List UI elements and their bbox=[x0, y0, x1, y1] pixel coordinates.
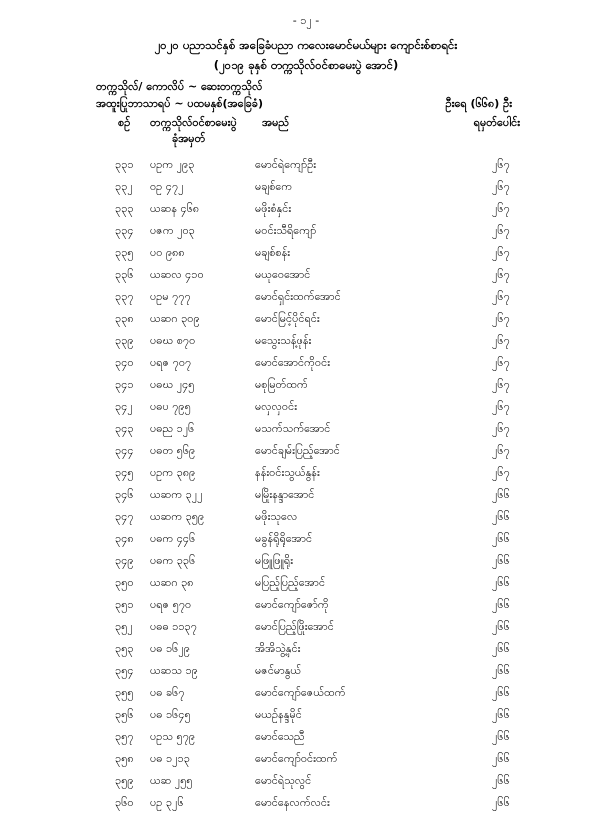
row-reg: ပဓက ၃၃၆ bbox=[150, 554, 196, 567]
row-number: ၃၃၅ bbox=[115, 246, 134, 259]
row-reg: ပဓဃ စ၇၀ bbox=[150, 334, 196, 347]
row-number: ၃၃၈ bbox=[115, 312, 134, 325]
row-number: ၃၄၇ bbox=[115, 510, 134, 523]
table-row bbox=[0, 793, 612, 815]
row-number: ၃၃၇ bbox=[115, 290, 134, 303]
row-number: ၃၄၂ bbox=[115, 400, 133, 413]
table-row bbox=[0, 617, 612, 639]
row-number: ၃၃၃ bbox=[115, 202, 134, 215]
row-name: မောင်မြင့်ပိုင်ရင်း bbox=[255, 312, 320, 325]
row-name: မောင်ရှင်းထက်အောင် bbox=[255, 290, 341, 303]
row-mark: ၂၆၇ bbox=[492, 268, 510, 281]
row-reg: ပဥက ၃၈၉ bbox=[150, 466, 196, 479]
row-name: မောင်ကျော်ဇေယ်ထက် bbox=[255, 686, 346, 699]
column-header-name: အမည် bbox=[262, 116, 290, 129]
row-mark: ၂၆၆ bbox=[492, 664, 510, 677]
row-reg: ပရဇ ၅၇၀ bbox=[150, 598, 192, 611]
row-name: မချစ်ကေ bbox=[255, 180, 293, 193]
row-name: မလှလှဝင်း bbox=[255, 400, 297, 413]
row-reg: ယဆက ၃၂၂ bbox=[150, 488, 203, 501]
row-number: ၃၆၀ bbox=[115, 796, 134, 809]
row-number: ၃၅၆ bbox=[115, 708, 134, 721]
row-mark: ၂၆၆ bbox=[492, 708, 510, 721]
row-mark: ၂၆၇ bbox=[492, 444, 510, 457]
table-row bbox=[0, 199, 612, 221]
row-number: ၃၄၄ bbox=[115, 444, 134, 457]
major-label: အထူးပြုဘာသာရပ် ~ ပထမနှစ်(အခြေခံ) bbox=[96, 97, 264, 110]
row-number: ၃၅၇ bbox=[115, 730, 134, 743]
row-number: ၃၃၆ bbox=[115, 268, 134, 281]
row-mark: ၂၆၆ bbox=[492, 774, 510, 787]
row-name: မယဉ်နန္ဒမိုင် bbox=[255, 708, 302, 721]
row-mark: ၂၆၆ bbox=[492, 488, 510, 501]
row-reg: ယဆလ ၄၁၀ bbox=[150, 268, 204, 281]
row-reg: ယဆ ၂၅၅ bbox=[150, 774, 193, 787]
row-mark: ၂၆၇ bbox=[492, 202, 510, 215]
row-name: မောင်ရဲကျော်ဦး bbox=[255, 158, 317, 171]
row-name: မောင်သေညီ bbox=[255, 730, 305, 743]
row-mark: ၂၆၇ bbox=[492, 334, 510, 347]
row-reg: ပဓ ခ၆၇ bbox=[150, 686, 185, 699]
row-number: ၃၅၂ bbox=[115, 620, 133, 633]
row-name: မောင်ကျော်ဇော်ကို bbox=[255, 598, 329, 611]
row-number: ၃၄၆ bbox=[115, 488, 134, 501]
row-reg: ပဥက ၂၉၃ bbox=[150, 158, 195, 171]
row-number: ၃၄၃ bbox=[115, 422, 134, 435]
row-name: အိအိသွဲ့နှင်း bbox=[255, 642, 301, 655]
row-name: မောင်အောင်ကိုဝင်း bbox=[255, 356, 330, 369]
row-mark: ၂၆၆ bbox=[492, 642, 510, 655]
table-row bbox=[0, 265, 612, 287]
row-number: ၃၅၁ bbox=[115, 598, 134, 611]
table-row bbox=[0, 771, 612, 793]
row-mark: ၂၆၆ bbox=[492, 796, 510, 809]
row-mark: ၂၆၇ bbox=[492, 378, 510, 391]
row-mark: ၂၆၇ bbox=[492, 290, 510, 303]
table-row bbox=[0, 243, 612, 265]
total-count-label: ဦးရေ (၆၆၈) ဦး bbox=[445, 97, 512, 110]
row-name: မခွန်ရိုရိုအောင် bbox=[255, 532, 313, 545]
row-name: မချစ်စန်း bbox=[255, 246, 291, 259]
table-row bbox=[0, 573, 612, 595]
row-number: ၃၃၂ bbox=[115, 180, 133, 193]
table-row bbox=[0, 683, 612, 705]
row-reg: ပဓ ၁၆၂၉ bbox=[150, 642, 190, 655]
row-mark: ၂၆၇ bbox=[492, 180, 510, 193]
table-row bbox=[0, 287, 612, 309]
document-title: ၂၀၂၀ ပညာသင်နှစ် အခြေခံပညာ ကလေးမောင်မယ်များ ကျောင်းစ်စာရင်း bbox=[154, 38, 458, 52]
row-mark: ၂၆၇ bbox=[492, 400, 510, 413]
row-reg: ပဥမ ၇၇၇ bbox=[150, 290, 191, 303]
row-name: မဝင်းသီရိကျော် bbox=[255, 224, 317, 237]
row-reg: ပရဇ ၇၀၇ bbox=[150, 356, 192, 369]
row-reg: ယဆသ ၁၉ bbox=[150, 664, 198, 677]
row-name: မမြိုးနန္ဒာအောင် bbox=[255, 488, 315, 501]
row-reg: ပဥ ၃၂၆ bbox=[150, 796, 184, 809]
row-mark: ၂၆၆ bbox=[492, 598, 510, 611]
row-mark: ၂၆၇ bbox=[492, 158, 510, 171]
row-number: ၃၄၉ bbox=[115, 554, 134, 567]
row-reg: ပဥသ ၅၇၉ bbox=[150, 730, 196, 743]
row-number: ၃၅၉ bbox=[115, 774, 134, 787]
row-mark: ၂၆၆ bbox=[492, 752, 510, 765]
table-body bbox=[0, 155, 612, 815]
row-reg: ယဆဂ ၃၈ bbox=[150, 576, 194, 589]
row-reg: ပဓတ ၅၆၉ bbox=[150, 444, 196, 457]
row-name: မောင်နေလက်လင်း bbox=[255, 796, 330, 809]
row-mark: ၂၆၆ bbox=[492, 510, 510, 523]
row-mark: ၂၆၇ bbox=[492, 312, 510, 325]
row-number: ၃၃၉ bbox=[115, 334, 134, 347]
row-mark: ၂၆၇ bbox=[492, 224, 510, 237]
table-row bbox=[0, 639, 612, 661]
page-number: - ၁၂ - bbox=[292, 14, 320, 27]
row-mark: ၂၆၆ bbox=[492, 554, 510, 567]
row-mark: ၂၆၇ bbox=[492, 246, 510, 259]
row-mark: ၂၆၆ bbox=[492, 532, 510, 545]
table-row bbox=[0, 221, 612, 243]
table-row bbox=[0, 551, 612, 573]
table-row bbox=[0, 177, 612, 199]
table-row bbox=[0, 331, 612, 353]
row-name: မဇင်မာနွယ် bbox=[255, 664, 302, 677]
row-mark: ၂၆၆ bbox=[492, 686, 510, 699]
row-reg: ပဓဓ ၁၁၃၇ bbox=[150, 620, 197, 633]
table-row bbox=[0, 529, 612, 551]
table-row bbox=[0, 419, 612, 441]
row-name: နန်းဝင်းသွယ်နွန်း bbox=[255, 466, 320, 479]
row-name: မပြည့်ပြည့်အောင် bbox=[255, 576, 326, 589]
row-mark: ၂၆၇ bbox=[492, 422, 510, 435]
row-reg: ယဆက ၃၅၉ bbox=[150, 510, 205, 523]
row-number: ၃၄၀ bbox=[115, 356, 134, 369]
row-name: မသက်သက်အောင် bbox=[255, 422, 331, 435]
row-name: မစုမြတ်ထက် bbox=[255, 378, 308, 391]
row-number: ၃၅၈ bbox=[115, 752, 134, 765]
row-number: ၃၅၅ bbox=[115, 686, 134, 699]
table-row bbox=[0, 353, 612, 375]
table-row bbox=[0, 397, 612, 419]
row-reg: ပဓ ၁၆၄၅ bbox=[150, 708, 191, 721]
row-reg: ယဆဂ ၃၀၉ bbox=[150, 312, 200, 325]
table-row bbox=[0, 727, 612, 749]
row-number: ၃၅၄ bbox=[115, 664, 134, 677]
row-mark: ၂၆၆ bbox=[492, 576, 510, 589]
row-reg: ပဓပ ၇၉၅ bbox=[150, 400, 191, 413]
column-header-mark: ရမှတ်ပေါင်း bbox=[473, 116, 520, 129]
row-mark: ၂၆၆ bbox=[492, 620, 510, 633]
table-row bbox=[0, 595, 612, 617]
row-reg: ပဝ ၉၈၈ bbox=[150, 246, 185, 259]
row-number: ၃၅၀ bbox=[115, 576, 134, 589]
table-row bbox=[0, 507, 612, 529]
row-number: ၃၄၈ bbox=[115, 532, 134, 545]
document-subtitle: (၂၀၁၉ ခုနှစ် တက္ကသိုလ်ဝင်စာမေးပွဲ အောင်) bbox=[213, 58, 399, 72]
column-header-reg: တက္ကသိုလ်ဝင်စာမေးပွဲ bbox=[150, 116, 237, 129]
row-name: မောင်ကျော်ဝင်းထက် bbox=[255, 752, 338, 765]
row-name: မဖိုးစံနှင်း bbox=[255, 202, 292, 215]
table-row bbox=[0, 661, 612, 683]
university-label: တက္ကသိုလ်/ ကောလိပ် ~ ဆေးတက္ကသိုလ် bbox=[96, 80, 263, 93]
table-row bbox=[0, 463, 612, 485]
row-mark: ၂၆၇ bbox=[492, 356, 510, 369]
table-row bbox=[0, 749, 612, 771]
row-name: မောင်ချမ်းပြည့်အောင် bbox=[255, 444, 340, 457]
row-number: ၃၅၃ bbox=[115, 642, 134, 655]
row-name: မသွေးသန့်ဖုန်း bbox=[255, 334, 312, 347]
row-mark: ၂၆၆ bbox=[492, 730, 510, 743]
row-name: မဖြူဖြူရိုး bbox=[255, 554, 293, 567]
row-name: မောင်ပြည့်ဖြိုးအောင် bbox=[255, 620, 334, 633]
row-number: ၃၄၅ bbox=[115, 466, 134, 479]
table-row bbox=[0, 441, 612, 463]
row-reg: ယဆန ၄၆၈ bbox=[150, 202, 200, 215]
column-header-reg-sub: ခုံအမှတ် bbox=[172, 132, 206, 145]
row-reg: ဝဥ ၄၇၂ bbox=[150, 180, 184, 193]
row-reg: ပဇက ၂၀၃ bbox=[150, 224, 195, 237]
row-number: ၃၃၄ bbox=[115, 224, 134, 237]
row-reg: ပဓည ၁၂၆ bbox=[150, 422, 195, 435]
row-number: ၃၄၁ bbox=[115, 378, 134, 391]
table-row bbox=[0, 375, 612, 397]
row-name: မယုဝေအောင် bbox=[255, 268, 311, 281]
row-mark: ၂၆၇ bbox=[492, 466, 510, 479]
table-row bbox=[0, 155, 612, 177]
column-header-no: စဉ် bbox=[118, 116, 131, 129]
table-row bbox=[0, 705, 612, 727]
row-reg: ပဓက ၄၄၆ bbox=[150, 532, 196, 545]
table-row bbox=[0, 309, 612, 331]
row-name: မဖိုးသုလေ bbox=[255, 510, 298, 523]
row-name: မောင်ရဲသုလွင် bbox=[255, 774, 312, 787]
row-reg: ပဓဃ ၂၄၅ bbox=[150, 378, 195, 391]
table-row bbox=[0, 485, 612, 507]
row-number: ၃၃၁ bbox=[115, 158, 134, 171]
row-reg: ပဓ ၁၂၁၃ bbox=[150, 752, 190, 765]
